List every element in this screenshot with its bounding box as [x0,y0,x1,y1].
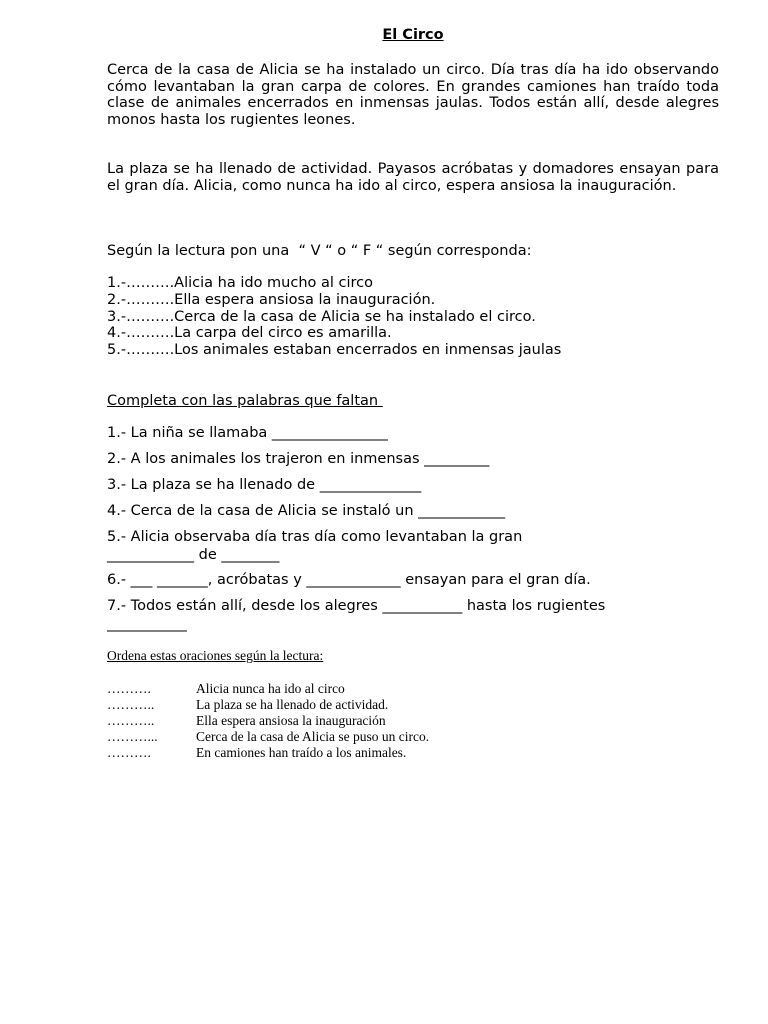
ordering-sentence: Cerca de la casa de Alicia se puso un circo. [196,729,430,744]
fill-in-item: 3.- La plaza se ha llenado de ______________ [107,477,422,493]
true-false-instruction: Según la lectura pon una “ V “ o “ F “ según corresponda: [107,243,532,259]
ordering-blank: ………. [107,745,151,760]
ordering-sentence: En camiones han traído a los animales. [196,745,407,760]
fill-in-item: 4.- Cerca de la casa de Alicia se instaló un ____________ [107,503,506,519]
ordering-item [107,729,429,745]
true-false-item: 4.-……….La carpa del circo es amarilla. [107,325,392,342]
reading-paragraph-2: La plaza se ha llenado de actividad. Payasos acróbatas y domadores ensayan para el gran día. Alicia, como nunca ha ido al circo, espera ansiosa la inauguración. [107,161,719,194]
ordering-item [107,713,429,729]
true-false-item: 5.-……….Los animales estaban encerrados en inmensas jaulas [107,342,562,359]
ordering-list [107,681,429,761]
fill-in-item: 1.- La niña se llamaba ________________ [107,425,388,441]
reading-paragraph-1: Cerca de la casa de Alicia se ha instalado un circo. Día tras día ha ido observando cómo levantaban la gran carpa de colores. En grandes camiones han traído toda clase de animales encerrados en inmensas jaulas. Todos están allí, desde alegres monos hasta los rugientes leones. [107,62,719,128]
ordering-blank: ………... [107,729,158,744]
true-false-item: 2.-……….Ella espera ansiosa la inauguración. [107,291,436,308]
ordering-heading: Ordena estas oraciones según la lectura: [107,648,324,663]
fill-in-heading: Completa con las palabras que faltan [107,393,383,409]
fill-in-item: 6.- ___ _______, acróbatas y _____________ ensayan para el gran día. [107,572,591,588]
ordering-sentence: Ella espera ansiosa la inauguración [196,713,386,728]
ordering-blank: ……….. [107,713,155,728]
ordering-item [107,697,429,713]
ordering-sentence: La plaza se ha llenado de actividad. [196,697,389,712]
true-false-list [107,275,561,359]
true-false-item: 1.-……….Alicia ha ido mucho al circo [107,275,374,291]
fill-in-item: 5.- Alicia observaba día tras día como levantaban la gran ____________ de ________ [107,529,523,563]
ordering-sentence: Alicia nunca ha ido al circo [196,681,345,696]
ordering-blank: ……….. [107,697,155,712]
ordering-item [107,745,429,761]
ordering-item [107,681,429,697]
ordering-blank: ………. [107,681,151,696]
fill-in-item: 2.- A los animales los trajeron en inmensas _________ [107,451,490,467]
fill-in-item: 7.- Todos están allí, desde los alegres ___________ hasta los rugientes ___________ [107,598,606,632]
true-false-item: 3.-……….Cerca de la casa de Alicia se ha instalado el circo. [107,308,536,325]
worksheet-title: El Circo [382,27,444,43]
